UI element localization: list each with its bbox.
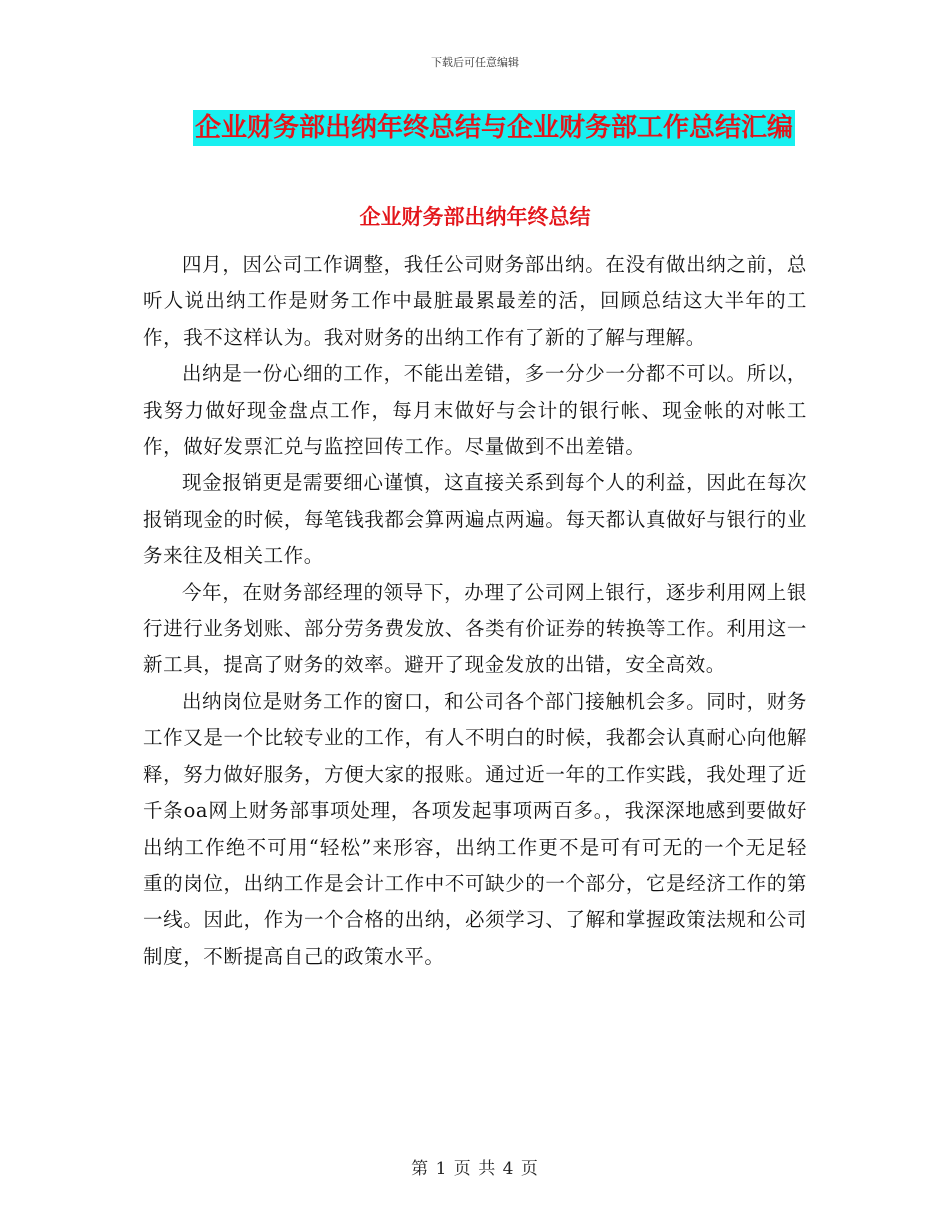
page-number-footer: 第 1 页 共 4 页 bbox=[411, 1159, 539, 1179]
body-text bbox=[143, 247, 807, 975]
paragraph: 出纳岗位是财务工作的窗口，和公司各个部门接触机会多。同时，财务工作又是一个比较专业的工作，有人不明白的时候，我都会认真耐心向他解释，努力做好服务，方便大家的报账。通过近一年的工作实践，我处理了近千条oa网上财务部事项处理，各项发起事项两百多。，我深深地感到要做好出纳工作绝不可用“轻松”来形容，出纳工作更不是可有可无的一个无足轻重的岗位，出纳工作是会计工作中不可缺少的一个部分，它是经济工作的第一线。因此，作为一个合格的出纳，必须学习、了解和掌握政策法规和公司制度，不断提高自己的政策水平。 bbox=[143, 689, 807, 968]
header-note: 下载后可任意编辑 bbox=[431, 56, 519, 69]
main-title-container bbox=[193, 110, 795, 146]
main-title: 企业财务部出纳年终总结与企业财务部工作总结汇编 bbox=[193, 110, 795, 146]
paragraph: 现金报销更是需要细心谨慎，这直接关系到每个人的利益，因此在每次报销现金的时候，每笔钱我都会算两遍点两遍。每天都认真做好与银行的业务来往及相关工作。 bbox=[143, 471, 807, 568]
paragraph: 出纳是一份心细的工作，不能出差错，多一分少一分都不可以。所以，我努力做好现金盘点工作，每月末做好与会计的银行帐、现金帐的对帐工作，做好发票汇兑与监控回传工作。尽量做到不出差错。 bbox=[143, 362, 807, 459]
paragraph: 今年，在财务部经理的领导下，办理了公司网上银行，逐步利用网上银行进行业务划账、部分劳务费发放、各类有价证券的转换等工作。利用这一新工具，提高了财务的效率。避开了现金发放的出错，安全高效。 bbox=[143, 580, 807, 677]
section-title: 企业财务部出纳年终总结 bbox=[359, 205, 591, 229]
paragraph: 四月，因公司工作调整，我任公司财务部出纳。在没有做出纳之前，总听人说出纳工作是财务工作中最脏最累最差的活，回顾总结这大半年的工作，我不这样认为。我对财务的出纳工作有了新的了解与理解。 bbox=[143, 253, 807, 349]
